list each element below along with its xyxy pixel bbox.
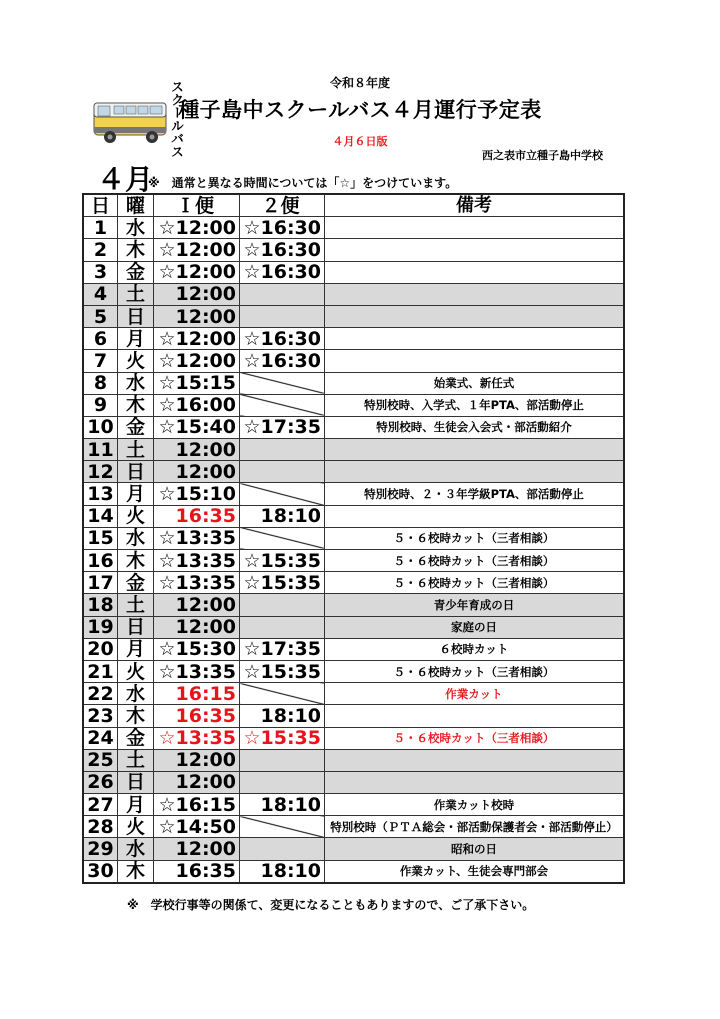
weekday-cell: 日 xyxy=(118,305,154,327)
weekday-cell: 火 xyxy=(118,505,154,527)
day-cell: 6 xyxy=(83,328,118,350)
table-row xyxy=(83,683,624,705)
day-cell: 13 xyxy=(83,483,118,505)
weekday-cell: 日 xyxy=(118,771,154,793)
table-row xyxy=(83,328,624,350)
weekday-cell: 木 xyxy=(118,394,154,416)
trip1-cell: ☆16:15 xyxy=(154,794,240,816)
note-cell xyxy=(325,305,625,327)
trip1-cell: 16:35 xyxy=(154,505,240,527)
trip2-cell xyxy=(240,461,325,483)
table-row xyxy=(83,261,624,283)
trip2-cell xyxy=(240,594,325,616)
day-cell: 30 xyxy=(83,860,118,883)
table-row xyxy=(83,461,624,483)
trip1-cell: ☆13:35 xyxy=(154,572,240,594)
weekday-cell: 月 xyxy=(118,483,154,505)
note-cell xyxy=(325,505,625,527)
trip2-cell: 18:10 xyxy=(240,505,325,527)
note-cell: 作業カット、生徒会専門部会 xyxy=(325,860,625,883)
day-cell: 12 xyxy=(83,461,118,483)
note-cell: 青少年育成の日 xyxy=(325,594,625,616)
header-trip2: ２便 xyxy=(240,194,325,217)
trip2-cell: 18:10 xyxy=(240,794,325,816)
note-cell xyxy=(325,217,625,239)
trip2-cell: ☆16:30 xyxy=(240,350,325,372)
trip1-cell: ☆12:00 xyxy=(154,239,240,261)
weekday-cell: 金 xyxy=(118,572,154,594)
trip2-cell: ☆15:35 xyxy=(240,572,325,594)
weekday-cell: 土 xyxy=(118,283,154,305)
day-cell: 18 xyxy=(83,594,118,616)
day-cell: 21 xyxy=(83,660,118,682)
day-cell: 11 xyxy=(83,439,118,461)
day-cell: 14 xyxy=(83,505,118,527)
day-cell: 1 xyxy=(83,217,118,239)
trip1-cell: 12:00 xyxy=(154,305,240,327)
table-row xyxy=(83,527,624,549)
trip1-cell: 12:00 xyxy=(154,771,240,793)
trip2-cell: ☆15:35 xyxy=(240,660,325,682)
note-cell xyxy=(325,328,625,350)
weekday-cell: 木 xyxy=(118,239,154,261)
trip1-cell: ☆15:10 xyxy=(154,483,240,505)
trip1-cell: 12:00 xyxy=(154,439,240,461)
table-row xyxy=(83,727,624,749)
weekday-cell: 月 xyxy=(118,638,154,660)
weekday-cell: 木 xyxy=(118,705,154,727)
note-cell: 特別校時（ＰＴＡ総会・部活動保護者会・部活動停止） xyxy=(325,816,625,838)
trip2-cell: ☆17:35 xyxy=(240,638,325,660)
trip2-cell: ☆15:35 xyxy=(240,550,325,572)
trip2-cell xyxy=(240,394,325,416)
trip2-cell xyxy=(240,439,325,461)
trip2-cell xyxy=(240,749,325,771)
trip2-cell: ☆16:30 xyxy=(240,217,325,239)
table-row xyxy=(83,771,624,793)
version-label: ４月６日版 xyxy=(332,135,388,148)
table-row xyxy=(83,638,624,660)
trip1-cell: ☆14:50 xyxy=(154,816,240,838)
note-cell xyxy=(325,261,625,283)
table-row xyxy=(83,505,624,527)
school-name: 西之表市立種子島中学校 xyxy=(482,149,603,162)
table-row xyxy=(83,439,624,461)
note-cell: 家庭の日 xyxy=(325,616,625,638)
table-row xyxy=(83,705,624,727)
day-cell: 10 xyxy=(83,416,118,438)
weekday-cell: 日 xyxy=(118,461,154,483)
trip2-cell: 18:10 xyxy=(240,705,325,727)
weekday-cell: 水 xyxy=(118,372,154,394)
trip1-cell: 12:00 xyxy=(154,594,240,616)
header-weekday: 曜 xyxy=(118,194,154,217)
day-cell: 15 xyxy=(83,527,118,549)
table-row xyxy=(83,660,624,682)
day-cell: 22 xyxy=(83,683,118,705)
table-row xyxy=(83,350,624,372)
trip2-cell xyxy=(240,816,325,838)
trip1-cell: ☆15:30 xyxy=(154,638,240,660)
weekday-cell: 金 xyxy=(118,261,154,283)
trip1-cell: 12:00 xyxy=(154,838,240,860)
weekday-cell: 金 xyxy=(118,416,154,438)
trip2-cell xyxy=(240,483,325,505)
trip1-cell: 16:35 xyxy=(154,705,240,727)
footer-note: ※ 学校行事等の関係て、変更になることもありますので、ご了承下さい。 xyxy=(127,898,535,912)
table-row xyxy=(83,794,624,816)
table-row xyxy=(83,372,624,394)
trip1-cell: ☆12:00 xyxy=(154,261,240,283)
note-cell xyxy=(325,283,625,305)
header-trip1: Ｉ便 xyxy=(154,194,240,217)
day-cell: 24 xyxy=(83,727,118,749)
note-cell: ６校時カット xyxy=(325,638,625,660)
note-cell: ５・６校時カット（三者相談） xyxy=(325,727,625,749)
weekday-cell: 月 xyxy=(118,328,154,350)
trip1-cell: ☆15:15 xyxy=(154,372,240,394)
day-cell: 2 xyxy=(83,239,118,261)
weekday-cell: 火 xyxy=(118,350,154,372)
day-cell: 25 xyxy=(83,749,118,771)
vertical-school-bus-label: スクールバス xyxy=(168,80,183,158)
table-row xyxy=(83,305,624,327)
day-cell: 9 xyxy=(83,394,118,416)
trip2-cell xyxy=(240,683,325,705)
trip2-cell: 18:10 xyxy=(240,860,325,883)
trip1-cell: ☆13:35 xyxy=(154,660,240,682)
trip1-cell: ☆12:00 xyxy=(154,328,240,350)
trip1-cell: 12:00 xyxy=(154,749,240,771)
trip2-cell xyxy=(240,283,325,305)
table-row xyxy=(83,860,624,883)
trip1-cell: 12:00 xyxy=(154,616,240,638)
page-title: 種子島中スクールバス４月運行予定表 xyxy=(178,98,542,122)
day-cell: 27 xyxy=(83,794,118,816)
trip1-cell: 16:35 xyxy=(154,860,240,883)
weekday-cell: 金 xyxy=(118,727,154,749)
table-row xyxy=(83,416,624,438)
day-cell: 8 xyxy=(83,372,118,394)
trip1-cell: ☆13:35 xyxy=(154,550,240,572)
fiscal-year: 令和８年度 xyxy=(329,76,390,90)
table-row xyxy=(83,550,624,572)
day-cell: 7 xyxy=(83,350,118,372)
table-row xyxy=(83,572,624,594)
note-cell xyxy=(325,461,625,483)
table-row xyxy=(83,594,624,616)
weekday-cell: 木 xyxy=(118,550,154,572)
trip1-cell: ☆13:35 xyxy=(154,527,240,549)
day-cell: 5 xyxy=(83,305,118,327)
note-cell: 作業カット xyxy=(325,683,625,705)
weekday-cell: 水 xyxy=(118,527,154,549)
note-cell xyxy=(325,350,625,372)
day-cell: 29 xyxy=(83,838,118,860)
table-row xyxy=(83,838,624,860)
table-row xyxy=(83,749,624,771)
note-cell: ５・６校時カット（三者相談） xyxy=(325,572,625,594)
day-cell: 16 xyxy=(83,550,118,572)
note-cell: 特別校時、生徒会入会式・部活動紹介 xyxy=(325,416,625,438)
note-cell: 特別校時、２・３年学級PTA、部活動停止 xyxy=(325,483,625,505)
trip1-cell: 12:00 xyxy=(154,461,240,483)
weekday-cell: 土 xyxy=(118,439,154,461)
weekday-cell: 土 xyxy=(118,594,154,616)
trip1-cell: 16:15 xyxy=(154,683,240,705)
month-label: ４月 xyxy=(97,163,154,196)
note-cell: 特別校時、入学式、１年PTA、部活動停止 xyxy=(325,394,625,416)
table-row xyxy=(83,217,624,239)
trip1-cell: ☆12:00 xyxy=(154,217,240,239)
note-cell xyxy=(325,239,625,261)
note-cell: ５・６校時カット（三者相談） xyxy=(325,550,625,572)
trip1-cell: ☆16:00 xyxy=(154,394,240,416)
trip2-cell xyxy=(240,372,325,394)
day-cell: 20 xyxy=(83,638,118,660)
note-cell: 始業式、新任式 xyxy=(325,372,625,394)
table-row xyxy=(83,816,624,838)
day-cell: 17 xyxy=(83,572,118,594)
weekday-cell: 水 xyxy=(118,683,154,705)
header-day: 日 xyxy=(83,194,118,217)
day-cell: 28 xyxy=(83,816,118,838)
trip2-cell: ☆17:35 xyxy=(240,416,325,438)
weekday-cell: 土 xyxy=(118,749,154,771)
weekday-cell: 水 xyxy=(118,838,154,860)
table-row xyxy=(83,239,624,261)
weekday-cell: 日 xyxy=(118,616,154,638)
star-note: ※ 通常と異なる時間については「☆」をつけています。 xyxy=(148,176,458,190)
trip1-cell: ☆12:00 xyxy=(154,350,240,372)
day-cell: 4 xyxy=(83,283,118,305)
note-cell xyxy=(325,705,625,727)
day-cell: 23 xyxy=(83,705,118,727)
trip2-cell: ☆16:30 xyxy=(240,239,325,261)
note-cell xyxy=(325,749,625,771)
trip2-cell: ☆16:30 xyxy=(240,328,325,350)
note-cell xyxy=(325,771,625,793)
day-cell: 19 xyxy=(83,616,118,638)
weekday-cell: 木 xyxy=(118,860,154,883)
trip1-cell: 12:00 xyxy=(154,283,240,305)
bus-schedule-table xyxy=(82,193,625,884)
weekday-cell: 火 xyxy=(118,816,154,838)
trip2-cell: ☆16:30 xyxy=(240,261,325,283)
note-cell: 昭和の日 xyxy=(325,838,625,860)
trip1-cell: ☆15:40 xyxy=(154,416,240,438)
day-cell: 3 xyxy=(83,261,118,283)
trip2-cell xyxy=(240,527,325,549)
note-cell xyxy=(325,439,625,461)
trip2-cell: ☆15:35 xyxy=(240,727,325,749)
trip2-cell xyxy=(240,771,325,793)
weekday-cell: 月 xyxy=(118,794,154,816)
table-row xyxy=(83,616,624,638)
trip2-cell xyxy=(240,838,325,860)
note-cell: 作業カット校時 xyxy=(325,794,625,816)
trip2-cell xyxy=(240,616,325,638)
note-cell: ５・６校時カット（三者相談） xyxy=(325,660,625,682)
table-row xyxy=(83,283,624,305)
table-row xyxy=(83,394,624,416)
table-header-row xyxy=(83,194,624,217)
weekday-cell: 火 xyxy=(118,660,154,682)
header-notes: 備考 xyxy=(325,194,625,217)
day-cell: 26 xyxy=(83,771,118,793)
trip1-cell: ☆13:35 xyxy=(154,727,240,749)
table-row xyxy=(83,483,624,505)
note-cell: ５・６校時カット（三者相談） xyxy=(325,527,625,549)
weekday-cell: 水 xyxy=(118,217,154,239)
trip2-cell xyxy=(240,305,325,327)
